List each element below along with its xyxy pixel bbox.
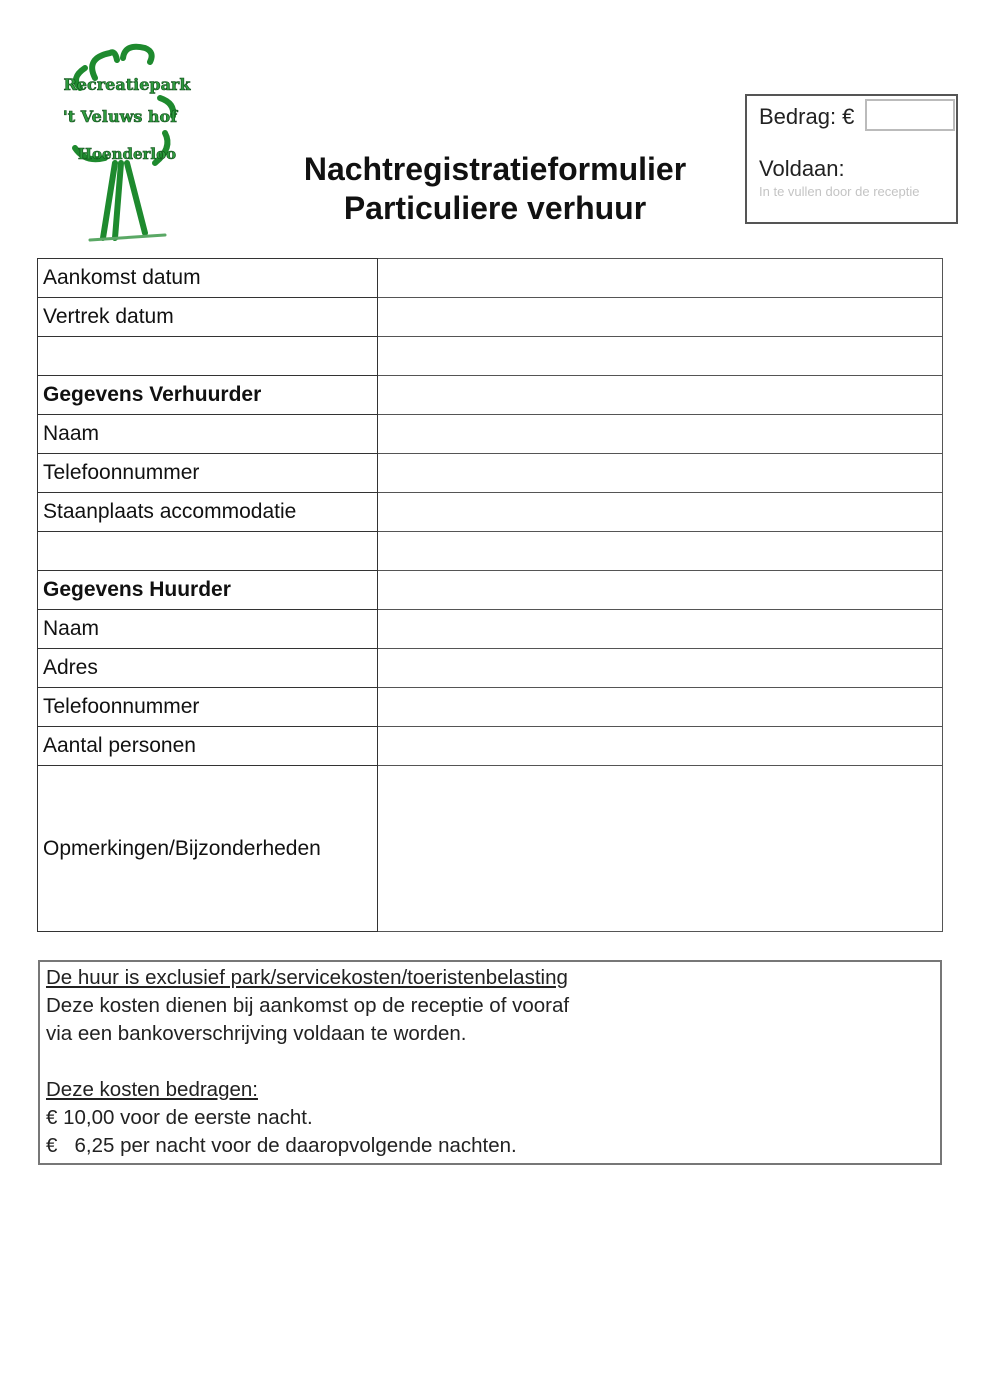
row-label: Opmerkingen/Bijzonderheden	[38, 766, 378, 932]
row-label: Vertrek datum	[38, 298, 378, 337]
row-label: Aankomst datum	[38, 259, 378, 298]
cost-line: € 6,25 per nacht voor de daaropvolgende nachten.	[46, 1134, 517, 1157]
notice-line: Deze kosten dienen bij aankomst op de receptie of vooraf	[46, 994, 570, 1017]
empty-field[interactable]	[378, 337, 943, 376]
row-label: Adres	[38, 649, 378, 688]
section-heading-tenant: Gegevens Huurder	[38, 571, 378, 610]
table-row	[38, 571, 943, 610]
logo-line1: Recreatiepark	[63, 75, 191, 94]
departure-date-field[interactable]	[378, 298, 943, 337]
row-label: Staanplaats accommodatie	[38, 493, 378, 532]
payment-box	[745, 94, 958, 224]
logo-line3: Hoenderloo	[77, 145, 177, 163]
row-label: Telefoonnummer	[38, 454, 378, 493]
page-title	[280, 150, 710, 228]
row-label	[38, 337, 378, 376]
registration-table	[37, 258, 943, 932]
row-label: Aantal personen	[38, 727, 378, 766]
table-row	[38, 337, 943, 376]
title-line2: Particuliere verhuur	[343, 190, 647, 226]
remarks-field[interactable]	[378, 766, 943, 932]
tenant-name-field[interactable]	[378, 610, 943, 649]
table-row	[38, 766, 943, 932]
empty-field[interactable]	[378, 532, 943, 571]
paid-label: Voldaan:	[759, 156, 845, 181]
table-row	[38, 532, 943, 571]
tenant-address-field[interactable]	[378, 649, 943, 688]
notice-spacer	[46, 1048, 934, 1076]
table-row	[38, 259, 943, 298]
title-line1: Nachtregistratieformulier	[303, 151, 687, 187]
table-row	[38, 454, 943, 493]
table-row	[38, 415, 943, 454]
section-value[interactable]	[378, 571, 943, 610]
costs-heading: Deze kosten bedragen:	[46, 1078, 258, 1101]
persons-count-field[interactable]	[378, 727, 943, 766]
table-row	[38, 493, 943, 532]
park-logo	[55, 38, 205, 248]
table-row	[38, 688, 943, 727]
table-row	[38, 649, 943, 688]
table-row	[38, 727, 943, 766]
landlord-name-field[interactable]	[378, 415, 943, 454]
notice-heading: De huur is exclusief park/servicekosten/toeristenbelasting	[46, 966, 568, 989]
costs-notice	[38, 960, 942, 1165]
tree-logo-icon	[55, 38, 205, 248]
tenant-phone-field[interactable]	[378, 688, 943, 727]
notice-line: via een bankoverschrijving voldaan te worden.	[46, 1022, 467, 1045]
cost-line: € 10,00 voor de eerste nacht.	[46, 1106, 313, 1129]
table-row	[38, 298, 943, 337]
arrival-date-field[interactable]	[378, 259, 943, 298]
accommodation-field[interactable]	[378, 493, 943, 532]
amount-label: Bedrag: €	[759, 104, 855, 129]
row-label: Naam	[38, 415, 378, 454]
landlord-phone-field[interactable]	[378, 454, 943, 493]
table-row	[38, 610, 943, 649]
row-label: Telefoonnummer	[38, 688, 378, 727]
row-label: Naam	[38, 610, 378, 649]
amount-input[interactable]	[865, 99, 955, 131]
reception-hint: In te vullen door de receptie	[759, 184, 920, 199]
section-heading-landlord: Gegevens Verhuurder	[38, 376, 378, 415]
row-label	[38, 532, 378, 571]
logo-line2: 't Veluws hof	[62, 107, 178, 126]
section-value[interactable]	[378, 376, 943, 415]
table-row	[38, 376, 943, 415]
